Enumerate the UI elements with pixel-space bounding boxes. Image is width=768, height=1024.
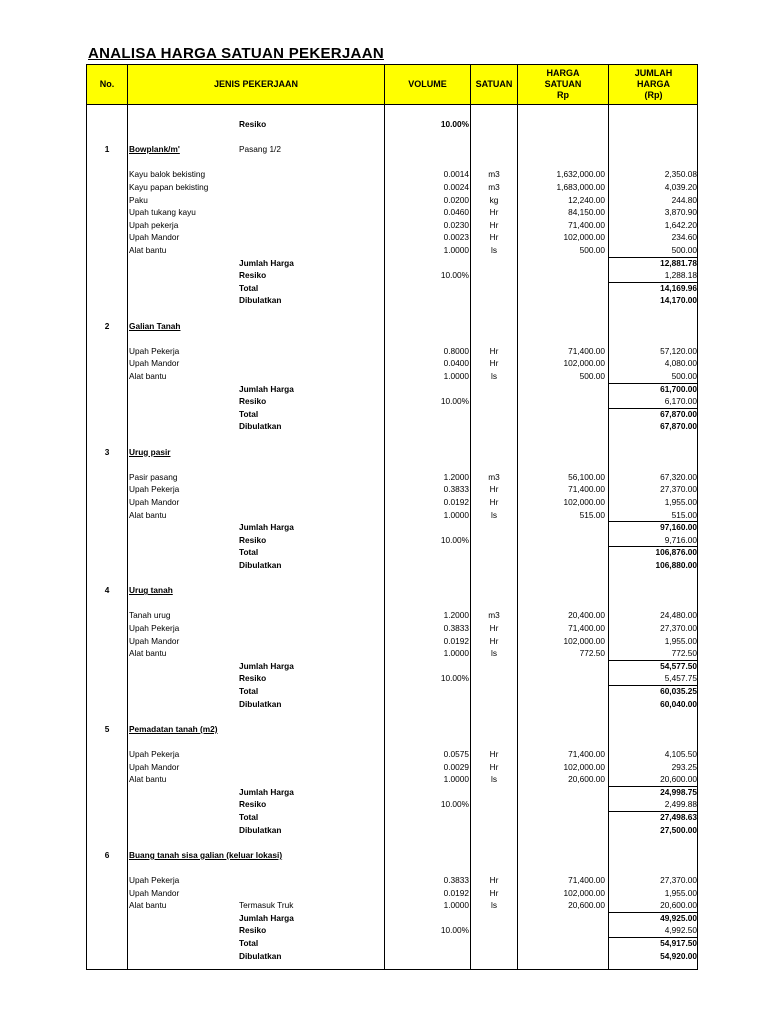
item-unit: Hr bbox=[489, 484, 499, 495]
item-volume: 0.0029 bbox=[443, 761, 469, 772]
price-analysis-table bbox=[86, 64, 698, 970]
jumlah-harga-label: Jumlah Harga bbox=[239, 660, 294, 671]
item-amount: 1,955.00 bbox=[664, 887, 697, 898]
item-unit: Hr bbox=[489, 232, 499, 243]
header-jumlah-harga-line-2: HARGA bbox=[637, 79, 670, 89]
summary-row bbox=[87, 660, 697, 673]
item-unit: Hr bbox=[489, 497, 499, 507]
item-volume: 0.0192 bbox=[443, 887, 469, 898]
dibulatkan-value: 67,870.00 bbox=[660, 421, 697, 432]
resiko-value: 6,170.00 bbox=[664, 396, 697, 407]
item-unit: m3 bbox=[488, 169, 500, 180]
summary-row bbox=[87, 383, 697, 396]
section-number: 1 bbox=[104, 144, 110, 155]
header-jumlah-harga-line-1: JUMLAH bbox=[634, 68, 673, 78]
item-name: Upah Pekerja bbox=[129, 484, 180, 495]
resiko-percent: 10.00% bbox=[440, 799, 469, 810]
item-unit-price: 102,000.00 bbox=[563, 761, 605, 772]
summary-row bbox=[87, 559, 697, 572]
dibulatkan-value: 54,920.00 bbox=[660, 950, 697, 961]
item-unit-price: 20,400.00 bbox=[568, 610, 605, 621]
item-unit-price: 71,400.00 bbox=[568, 345, 605, 356]
item-name: Kayu papan bekisting bbox=[129, 182, 209, 192]
summary-row bbox=[87, 294, 697, 307]
item-unit-price: 1,683,000.00 bbox=[556, 182, 605, 192]
item-name: Alat bantu bbox=[129, 774, 167, 785]
item-volume: 0.0200 bbox=[443, 194, 469, 205]
item-name: Upah Mandor bbox=[129, 635, 180, 646]
jumlah-harga-label: Jumlah Harga bbox=[239, 786, 294, 797]
item-unit: kg bbox=[489, 194, 499, 205]
item-amount: 515.00 bbox=[671, 509, 697, 520]
item-amount: 3,870.90 bbox=[664, 207, 697, 218]
summary-row bbox=[87, 546, 697, 559]
item-unit: Hr bbox=[489, 623, 499, 633]
summary-row bbox=[87, 824, 697, 837]
section-note: Pasang 1/2 bbox=[239, 144, 281, 155]
item-unit-price: 71,400.00 bbox=[568, 484, 605, 495]
item-volume: 1.0000 bbox=[443, 648, 469, 659]
item-name: Upah Mandor bbox=[129, 232, 180, 243]
table-row bbox=[87, 181, 697, 194]
item-unit: ls bbox=[491, 245, 497, 255]
item-amount: 4,080.00 bbox=[664, 358, 697, 369]
table-row bbox=[87, 471, 697, 484]
section-name: Urug pasir bbox=[129, 446, 171, 457]
section-number: 3 bbox=[104, 446, 110, 457]
item-name: Upah Mandor bbox=[129, 887, 180, 898]
item-amount: 1,955.00 bbox=[664, 635, 697, 646]
item-amount: 20,600.00 bbox=[660, 900, 697, 911]
page-title: ANALISA HARGA SATUAN PEKERJAAN bbox=[88, 45, 384, 62]
item-amount: 67,320.00 bbox=[660, 471, 697, 482]
total-label: Total bbox=[239, 938, 259, 948]
jumlah-harga-value: 49,925.00 bbox=[660, 912, 697, 923]
summary-row bbox=[87, 420, 697, 433]
dibulatkan-label: Dibulatkan bbox=[239, 824, 282, 835]
summary-row bbox=[87, 798, 697, 811]
resiko-value: 9,716.00 bbox=[664, 534, 697, 545]
dibulatkan-value: 106,880.00 bbox=[655, 560, 697, 570]
item-volume: 1.0000 bbox=[443, 509, 469, 520]
item-unit: m3 bbox=[488, 182, 500, 192]
item-unit: ls bbox=[491, 774, 497, 785]
item-unit: ls bbox=[491, 900, 497, 911]
item-unit: Hr bbox=[489, 219, 499, 230]
total-value: 27,498.63 bbox=[660, 812, 697, 822]
summary-row bbox=[87, 937, 697, 950]
item-volume: 0.0023 bbox=[443, 232, 469, 243]
item-name: Upah Pekerja bbox=[129, 345, 180, 356]
item-amount: 4,039.20 bbox=[664, 182, 697, 192]
item-unit-price: 12,240.00 bbox=[568, 194, 605, 205]
item-name: Upah Mandor bbox=[129, 358, 180, 369]
summary-row bbox=[87, 269, 697, 282]
jumlah-harga-value: 61,700.00 bbox=[660, 383, 697, 394]
item-volume: 1.0000 bbox=[443, 245, 469, 255]
item-unit-price: 500.00 bbox=[579, 371, 605, 381]
dibulatkan-label: Dibulatkan bbox=[239, 560, 282, 570]
section-number: 2 bbox=[104, 320, 110, 331]
item-unit-price: 102,000.00 bbox=[563, 358, 605, 369]
total-value: 54,917.50 bbox=[660, 938, 697, 948]
item-unit: ls bbox=[491, 371, 497, 381]
item-name: Alat bantu bbox=[129, 648, 167, 659]
item-amount: 244.80 bbox=[671, 194, 697, 205]
section-title-row bbox=[87, 584, 697, 597]
table-row bbox=[87, 635, 697, 648]
item-unit: Hr bbox=[489, 345, 499, 356]
item-unit-price: 102,000.00 bbox=[563, 887, 605, 898]
item-unit: Hr bbox=[489, 875, 499, 885]
total-label: Total bbox=[239, 408, 259, 419]
item-unit-price: 56,100.00 bbox=[568, 471, 605, 482]
dibulatkan-label: Dibulatkan bbox=[239, 950, 282, 961]
item-name: Upah Pekerja bbox=[129, 623, 180, 633]
jumlah-harga-value: 24,998.75 bbox=[660, 786, 697, 797]
table-row bbox=[87, 874, 697, 887]
item-volume: 0.0575 bbox=[443, 749, 469, 759]
item-amount: 57,120.00 bbox=[660, 345, 697, 356]
item-amount: 4,105.50 bbox=[664, 749, 697, 759]
dibulatkan-value: 60,040.00 bbox=[660, 698, 697, 709]
table-row bbox=[87, 357, 697, 370]
jumlah-harga-label: Jumlah Harga bbox=[239, 522, 294, 533]
item-unit-price: 20,600.00 bbox=[568, 774, 605, 785]
item-amount: 500.00 bbox=[671, 245, 697, 255]
resiko-percent: 10.00% bbox=[440, 534, 469, 545]
jumlah-harga-value: 97,160.00 bbox=[660, 522, 697, 533]
dibulatkan-value: 27,500.00 bbox=[660, 824, 697, 835]
item-unit: Hr bbox=[489, 749, 499, 759]
section-title-row bbox=[87, 723, 697, 736]
resiko-value: 5,457.75 bbox=[664, 673, 697, 684]
table-row bbox=[87, 899, 697, 912]
item-volume: 1.2000 bbox=[443, 471, 469, 482]
resiko-percent: 10.00% bbox=[440, 925, 469, 936]
header-satuan: SATUAN bbox=[475, 79, 513, 89]
item-volume: 0.0230 bbox=[443, 219, 469, 230]
total-value: 67,870.00 bbox=[660, 408, 697, 419]
summary-row bbox=[87, 950, 697, 963]
summary-row bbox=[87, 534, 697, 547]
intro-resiko-label: Resiko bbox=[239, 119, 267, 129]
item-name: Alat bantu bbox=[129, 371, 167, 381]
item-unit: Hr bbox=[489, 887, 499, 898]
item-unit-price: 102,000.00 bbox=[563, 497, 605, 507]
item-unit: ls bbox=[491, 509, 497, 520]
item-volume: 1.2000 bbox=[443, 610, 469, 621]
table-row bbox=[87, 509, 697, 522]
item-unit-price: 1,632,000.00 bbox=[556, 169, 605, 180]
item-name: Upah Mandor bbox=[129, 761, 180, 772]
item-name: Alat bantu bbox=[129, 245, 167, 255]
item-unit: ls bbox=[491, 648, 497, 659]
section-title-row bbox=[87, 446, 697, 459]
resiko-value: 4,992.50 bbox=[664, 925, 697, 936]
item-volume: 0.0192 bbox=[443, 635, 469, 646]
summary-row bbox=[87, 786, 697, 799]
header-jumlah-harga bbox=[609, 65, 698, 104]
resiko-label: Resiko bbox=[239, 799, 267, 810]
table-row bbox=[87, 887, 697, 900]
item-volume: 0.0014 bbox=[443, 169, 469, 180]
item-amount: 1,642.20 bbox=[664, 219, 697, 230]
item-volume: 0.0400 bbox=[443, 358, 469, 369]
item-name: Upah pekerja bbox=[129, 219, 179, 230]
item-unit-price: 500.00 bbox=[579, 245, 605, 255]
summary-row bbox=[87, 672, 697, 685]
item-name: Paku bbox=[129, 194, 148, 205]
resiko-label: Resiko bbox=[239, 673, 267, 684]
item-volume: 1.0000 bbox=[443, 371, 469, 381]
resiko-value: 2,499.88 bbox=[664, 799, 697, 810]
table-row bbox=[87, 219, 697, 232]
item-amount: 20,600.00 bbox=[660, 774, 697, 785]
summary-row bbox=[87, 924, 697, 937]
item-amount: 27,370.00 bbox=[660, 623, 697, 633]
table-row bbox=[87, 773, 697, 786]
item-unit-price: 102,000.00 bbox=[563, 635, 605, 646]
section-title-row bbox=[87, 849, 697, 862]
section-number: 5 bbox=[104, 723, 110, 734]
item-unit: Hr bbox=[489, 207, 499, 218]
item-unit-price: 71,400.00 bbox=[568, 749, 605, 759]
total-value: 14,169.96 bbox=[660, 282, 697, 293]
item-amount: 234.60 bbox=[671, 232, 697, 243]
item-amount: 293.25 bbox=[671, 761, 697, 772]
table-row bbox=[87, 168, 697, 181]
item-amount: 772.50 bbox=[671, 648, 697, 659]
jumlah-harga-label: Jumlah Harga bbox=[239, 912, 294, 923]
section-name: Pemadatan tanah (m2) bbox=[129, 723, 218, 734]
resiko-value: 1,288.18 bbox=[664, 270, 697, 281]
section-number: 6 bbox=[104, 849, 110, 860]
item-unit: m3 bbox=[488, 610, 500, 621]
total-label: Total bbox=[239, 547, 259, 558]
item-unit: Hr bbox=[489, 358, 499, 369]
item-volume: 0.0024 bbox=[443, 182, 469, 192]
table-row bbox=[87, 244, 697, 257]
table-row bbox=[87, 206, 697, 219]
item-volume: 0.3833 bbox=[443, 623, 469, 633]
section-name: Galian Tanah bbox=[129, 320, 181, 331]
dibulatkan-label: Dibulatkan bbox=[239, 295, 282, 306]
resiko-label: Resiko bbox=[239, 270, 267, 281]
table-row bbox=[87, 761, 697, 774]
dibulatkan-label: Dibulatkan bbox=[239, 421, 282, 432]
summary-row bbox=[87, 521, 697, 534]
item-amount: 500.00 bbox=[671, 371, 697, 381]
resiko-percent: 10.00% bbox=[440, 396, 469, 407]
table-row bbox=[87, 231, 697, 244]
item-unit-price: 71,400.00 bbox=[568, 875, 605, 885]
summary-row bbox=[87, 912, 697, 925]
total-value: 60,035.25 bbox=[660, 686, 697, 696]
table-row bbox=[87, 647, 697, 660]
section-name: Bowplank/m' bbox=[129, 144, 180, 155]
item-volume: 0.8000 bbox=[443, 345, 469, 356]
total-label: Total bbox=[239, 282, 259, 293]
item-volume: 1.0000 bbox=[443, 900, 469, 911]
item-name: Pasir pasang bbox=[129, 471, 178, 482]
item-name: Alat bantu bbox=[129, 509, 167, 520]
summary-row bbox=[87, 698, 697, 711]
table-row bbox=[87, 609, 697, 622]
total-label: Total bbox=[239, 812, 259, 822]
item-volume: 0.3833 bbox=[443, 875, 469, 885]
header-volume: VOLUME bbox=[408, 79, 447, 89]
header-harga-satuan-line-1: HARGA bbox=[546, 68, 580, 78]
section-name: Buang tanah sisa galian (keluar lokasi) bbox=[129, 849, 283, 860]
table-row bbox=[87, 748, 697, 761]
table-row bbox=[87, 345, 697, 358]
item-unit-price: 71,400.00 bbox=[568, 219, 605, 230]
item-name: Tanah urug bbox=[129, 610, 171, 621]
item-unit: m3 bbox=[488, 471, 500, 482]
item-amount: 24,480.00 bbox=[660, 610, 697, 621]
item-unit-price: 71,400.00 bbox=[568, 623, 605, 633]
item-amount: 1,955.00 bbox=[664, 497, 697, 507]
item-unit-price: 102,000.00 bbox=[563, 232, 605, 243]
header-jenis-pekerjaan: JENIS PEKERJAAN bbox=[213, 79, 299, 89]
item-volume: 1.0000 bbox=[443, 774, 469, 785]
jumlah-harga-label: Jumlah Harga bbox=[239, 383, 294, 394]
item-unit-price: 84,150.00 bbox=[568, 207, 605, 218]
table-row bbox=[87, 483, 697, 496]
summary-row bbox=[87, 395, 697, 408]
dibulatkan-value: 14,170.00 bbox=[660, 295, 697, 306]
table-row bbox=[87, 370, 697, 383]
resiko-label: Resiko bbox=[239, 925, 267, 936]
item-volume: 0.0460 bbox=[443, 207, 469, 218]
item-name: Upah Mandor bbox=[129, 497, 180, 507]
item-unit-price: 515.00 bbox=[579, 509, 605, 520]
intro-resiko-value: 10.00% bbox=[440, 119, 469, 129]
total-label: Total bbox=[239, 686, 259, 696]
summary-row bbox=[87, 408, 697, 421]
total-value: 106,876.00 bbox=[655, 547, 697, 558]
item-name: Alat bantu bbox=[129, 900, 167, 911]
item-unit: Hr bbox=[489, 635, 499, 646]
table-row bbox=[87, 194, 697, 207]
header-jumlah-harga-line-3: (Rp) bbox=[644, 90, 663, 100]
item-name: Upah Pekerja bbox=[129, 875, 180, 885]
section-title-row bbox=[87, 143, 697, 156]
jumlah-harga-value: 54,577.50 bbox=[660, 660, 697, 671]
item-amount: 27,370.00 bbox=[660, 484, 697, 495]
item-amount: 27,370.00 bbox=[660, 875, 697, 885]
section-name: Urug tanah bbox=[129, 585, 173, 596]
table-row bbox=[87, 622, 697, 635]
resiko-percent: 10.00% bbox=[440, 673, 469, 684]
header-no: No. bbox=[99, 79, 115, 89]
header-harga-satuan-line-2: SATUAN bbox=[544, 79, 582, 89]
summary-row bbox=[87, 282, 697, 295]
summary-row bbox=[87, 811, 697, 824]
intro-row bbox=[87, 118, 697, 131]
item-volume: 0.3833 bbox=[443, 484, 469, 495]
header-harga-satuan bbox=[518, 65, 608, 104]
item-name: Upah Pekerja bbox=[129, 749, 180, 759]
item-unit-price: 772.50 bbox=[579, 648, 605, 659]
item-unit-price: 20,600.00 bbox=[568, 900, 605, 911]
resiko-percent: 10.00% bbox=[440, 270, 469, 281]
summary-row bbox=[87, 685, 697, 698]
jumlah-harga-value: 12,881.78 bbox=[660, 257, 697, 268]
section-title-row bbox=[87, 320, 697, 333]
table-row bbox=[87, 496, 697, 509]
section-number: 4 bbox=[104, 585, 110, 596]
header-harga-satuan-line-3: Rp bbox=[557, 90, 569, 100]
item-unit: Hr bbox=[489, 761, 499, 772]
summary-row bbox=[87, 257, 697, 270]
item-note: Termasuk Truk bbox=[239, 900, 294, 911]
item-name: Kayu balok bekisting bbox=[129, 169, 206, 180]
resiko-label: Resiko bbox=[239, 534, 267, 545]
item-name: Upah tukang kayu bbox=[129, 207, 196, 218]
item-amount: 2,350.08 bbox=[664, 169, 697, 180]
dibulatkan-label: Dibulatkan bbox=[239, 698, 282, 709]
resiko-label: Resiko bbox=[239, 396, 267, 407]
table-header bbox=[87, 65, 697, 105]
jumlah-harga-label: Jumlah Harga bbox=[239, 257, 294, 268]
item-volume: 0.0192 bbox=[443, 497, 469, 507]
